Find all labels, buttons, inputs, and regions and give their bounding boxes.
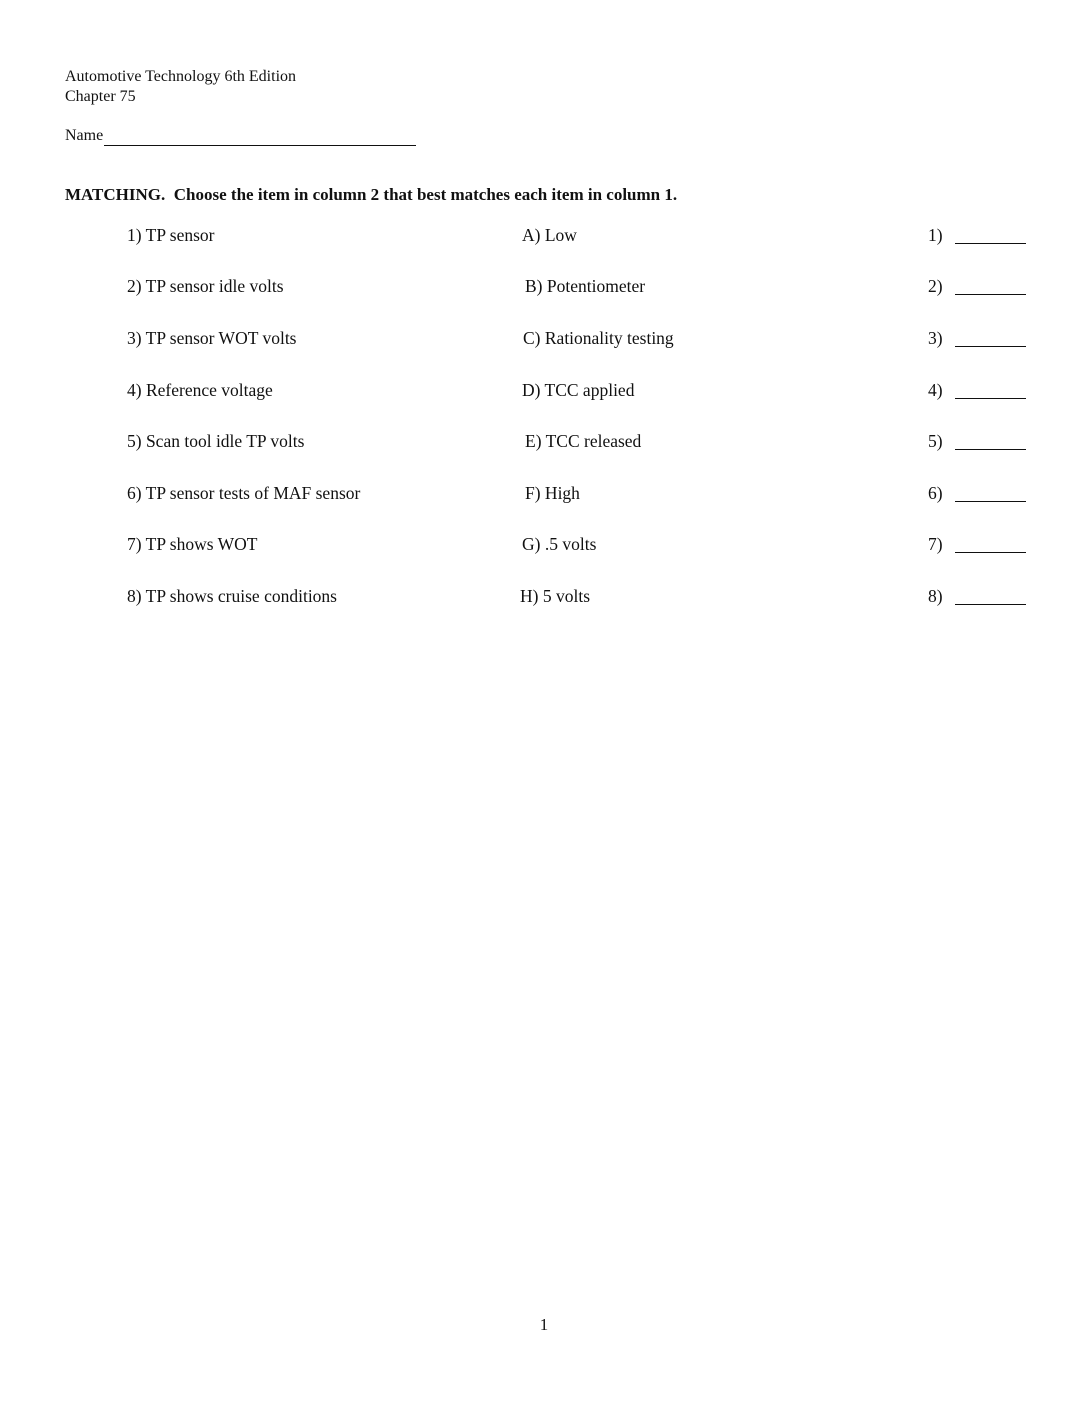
name-blank-line[interactable] [104, 128, 416, 146]
answer-blank[interactable] [955, 552, 1026, 553]
matching-option: D) TCC applied [522, 380, 635, 400]
answer-blank[interactable] [955, 243, 1026, 244]
matching-row [0, 482, 1088, 510]
matching-row [0, 379, 1088, 407]
answer-blank[interactable] [955, 604, 1026, 605]
name-label: Name [65, 127, 104, 144]
answer-number: 6) [928, 483, 943, 503]
answer-number: 7) [928, 534, 943, 554]
matching-term: 2) TP sensor idle volts [127, 276, 284, 296]
matching-row [0, 585, 1088, 613]
answer-blank[interactable] [955, 294, 1026, 295]
matching-option: B) Potentiometer [525, 276, 646, 296]
matching-option: E) TCC released [525, 431, 642, 451]
answer-number: 4) [928, 380, 943, 400]
matching-instructions: MATCHING. Choose the item in column 2 that best matches each item in column 1. [65, 185, 678, 204]
matching-term: 3) TP sensor WOT volts [127, 328, 297, 348]
matching-term: 7) TP shows WOT [127, 534, 258, 554]
chapter-label: Chapter 75 [65, 88, 136, 105]
matching-row [0, 224, 1088, 252]
book-title: Automotive Technology 6th Edition [65, 68, 297, 85]
matching-term: 4) Reference voltage [127, 380, 273, 400]
answer-number: 2) [928, 276, 943, 296]
answer-number: 8) [928, 586, 943, 606]
matching-option: F) High [525, 483, 580, 503]
answer-blank[interactable] [955, 398, 1026, 399]
answer-number: 1) [928, 225, 943, 245]
matching-option: H) 5 volts [520, 586, 590, 606]
matching-option: A) Low [522, 225, 577, 245]
matching-term: 5) Scan tool idle TP volts [127, 431, 305, 451]
answer-blank[interactable] [955, 346, 1026, 347]
matching-option: C) Rationality testing [523, 328, 674, 348]
answer-blank[interactable] [955, 449, 1026, 450]
name-field [65, 126, 416, 146]
matching-row [0, 275, 1088, 303]
matching-term: 6) TP sensor tests of MAF sensor [127, 483, 361, 503]
matching-row [0, 327, 1088, 355]
matching-row [0, 533, 1088, 561]
answer-number: 3) [928, 328, 943, 348]
matching-row [0, 430, 1088, 458]
answer-number: 5) [928, 431, 943, 451]
matching-option: G) .5 volts [522, 534, 597, 554]
matching-term: 1) TP sensor [127, 225, 215, 245]
matching-term: 8) TP shows cruise conditions [127, 586, 337, 606]
answer-blank[interactable] [955, 501, 1026, 502]
page-number: 1 [539, 1315, 549, 1334]
